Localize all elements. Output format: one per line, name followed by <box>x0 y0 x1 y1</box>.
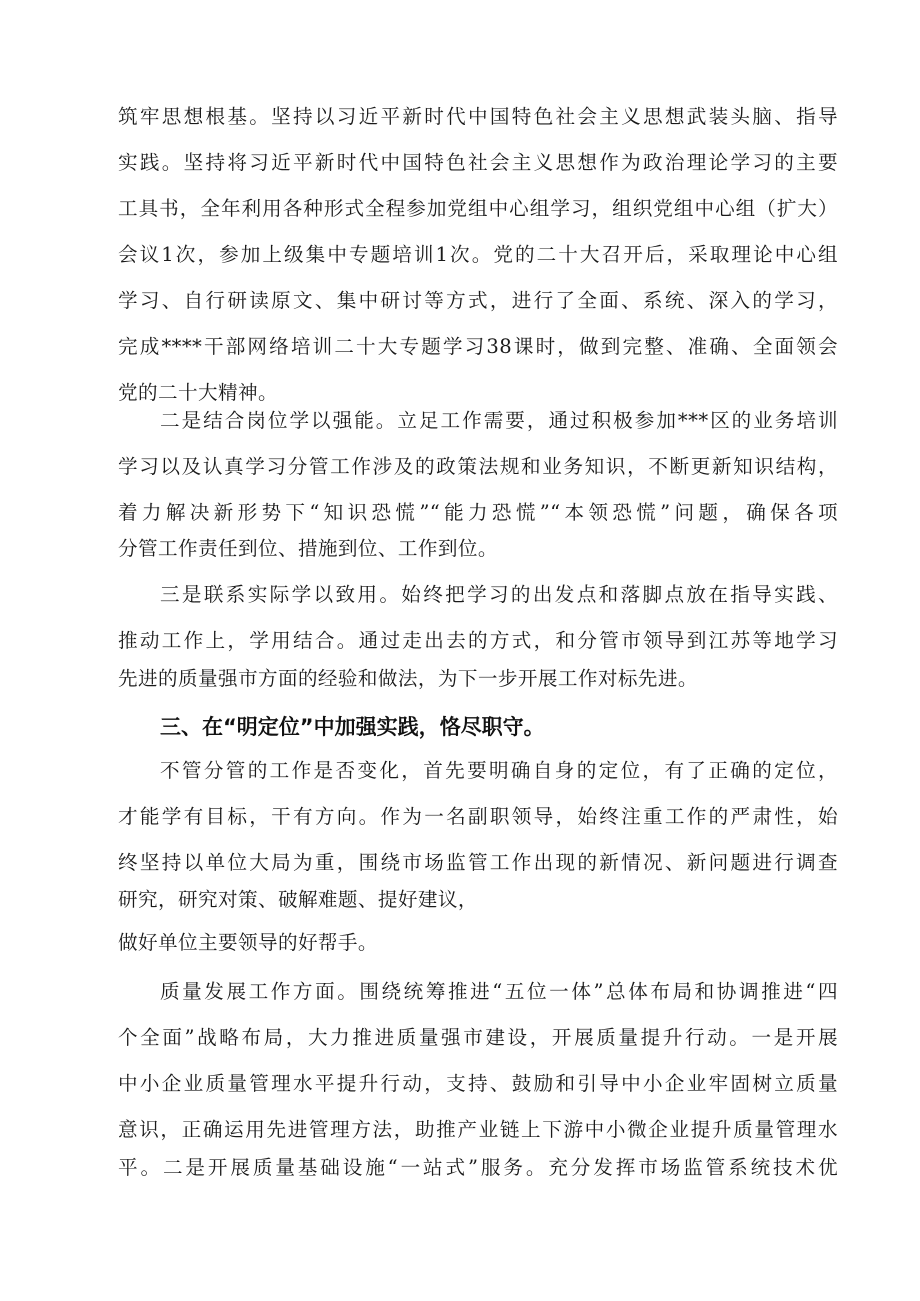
paragraph-line: 先进的质量强市方面的经验和做法，为下一步开展工作对标先进。 <box>118 667 698 690</box>
paragraph-line: 终坚持以单位大局为重，围绕市场监管工作出现的新情况、新问题进行调查 <box>118 851 838 874</box>
paragraph-line: 会议1次，参加上级集中专题培训1次。党的二十大召开后，采取理论中心组 <box>118 243 838 266</box>
paragraph-line: 着力解决新形势下“知识恐慌”“能力恐慌”“本领恐慌”问题，确保各项 <box>118 501 838 524</box>
paragraph-line: 意识，正确运用先进管理方法，助推产业链上下游中小微企业提升质量管理水 <box>118 1118 838 1141</box>
paragraph-line: 实践。坚持将习近平新时代中国特色社会主义思想作为政治理论学习的主要 <box>118 151 838 174</box>
section-heading: 三、在“明定位”中加强实践，恪尽职守。 <box>160 715 545 739</box>
paragraph-line: 质量发展工作方面。围绕统筹推进“五位一体”总体布局和协调推进“四 <box>160 980 838 1003</box>
paragraph-line: 三是联系实际学以致用。始终把学习的出发点和落脚点放在指导实践、 <box>160 583 838 606</box>
paragraph-line: 工具书，全年利用各种形式全程参加党组中心组学习，组织党组中心组（扩大） <box>118 197 838 220</box>
paragraph-line: 不管分管的工作是否变化，首先要明确自身的定位，有了正确的定位， <box>160 759 838 782</box>
paragraph-line: 研究，研究对策、破解难题、提好建议， <box>118 888 478 911</box>
paragraph-line: 完成****干部网络培训二十大专题学习38课时，做到完整、准确、全面领会 <box>118 335 838 358</box>
paragraph-line: 才能学有目标，干有方向。作为一名副职领导，始终注重工作的严肃性，始 <box>118 805 838 828</box>
paragraph-line: 分管工作责任到位、措施到位、工作到位。 <box>118 537 498 560</box>
paragraph-line: 个全面”战略布局，大力推进质量强市建设，开展质量提升行动。一是开展 <box>118 1026 838 1049</box>
paragraph-line: 平。二是开展质量基础设施“一站式”服务。充分发挥市场监管系统技术优 <box>118 1156 838 1179</box>
paragraph-line: 学习以及认真学习分管工作涉及的政策法规和业务知识，不断更新知识结构， <box>118 455 838 478</box>
paragraph-line: 学习、自行研读原文、集中研讨等方式，进行了全面、系统、深入的学习， <box>118 289 838 312</box>
paragraph-line: 党的二十大精神。 <box>118 381 278 404</box>
paragraph-line: 筑牢思想根基。坚持以习近平新时代中国特色社会主义思想武装头脑、指导 <box>118 105 838 128</box>
paragraph-line: 推动工作上，学用结合。通过走出去的方式，和分管市领导到江苏等地学习 <box>118 629 838 652</box>
paragraph-line: 做好单位主要领导的好帮手。 <box>118 931 378 954</box>
paragraph-line: 二是结合岗位学以强能。立足工作需要，通过积极参加***区的业务培训 <box>160 409 838 432</box>
paragraph-line: 中小企业质量管理水平提升行动，支持、鼓励和引导中小企业牢固树立质量 <box>118 1072 838 1095</box>
